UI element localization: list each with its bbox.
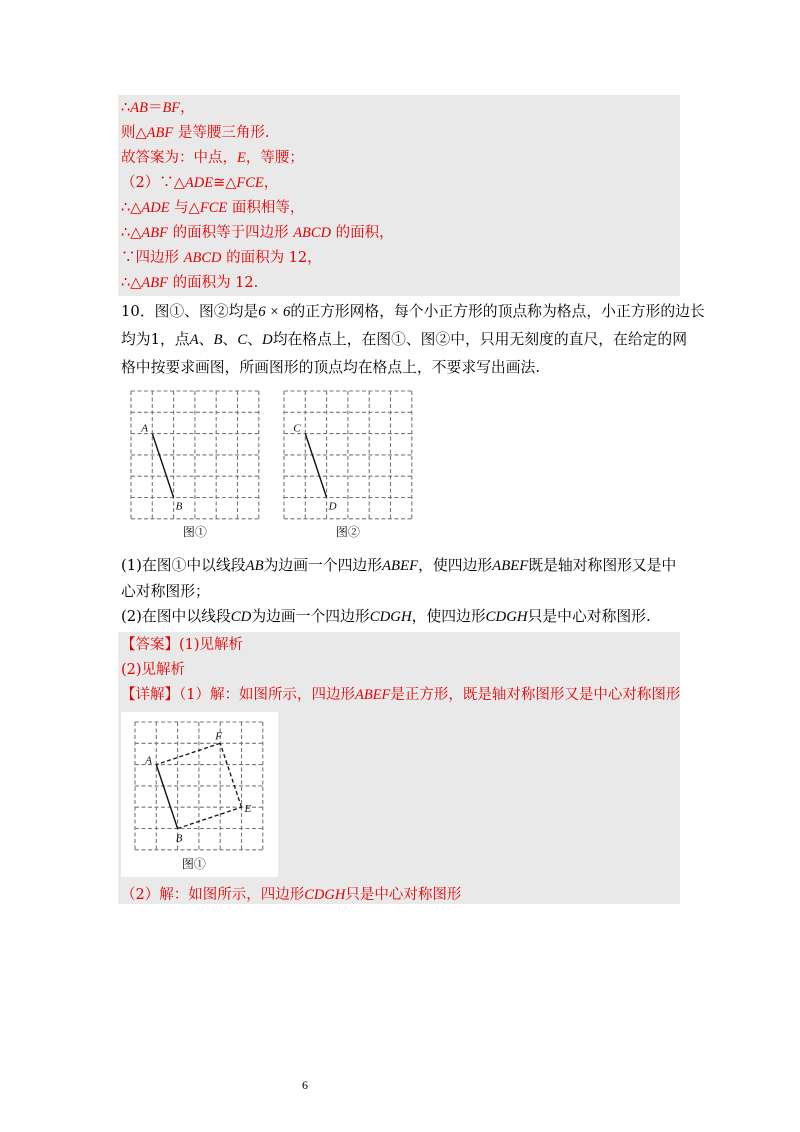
- math-run: CDGH: [304, 887, 346, 903]
- math-run: ABF: [141, 225, 168, 241]
- solution-line: [121, 198, 304, 218]
- answer-line: [121, 685, 680, 705]
- text-run: ，: [180, 100, 195, 116]
- text-run: ＝: [147, 100, 163, 116]
- text-run: 、: [198, 331, 214, 348]
- answer-figure-grid: [125, 714, 275, 874]
- text-run: 是正方形，既是轴对称图形又是中心对称图形: [390, 687, 681, 703]
- math-run: ABF: [146, 125, 174, 141]
- label-A: A: [141, 422, 149, 435]
- solution-line: [121, 248, 322, 268]
- text-run: 的面积为 12.: [167, 275, 259, 291]
- math-run: 6 × 6: [258, 304, 291, 320]
- text-run: ，使四边形: [411, 608, 486, 625]
- text-run: 只是中心对称图形: [345, 887, 462, 903]
- text-run: 10．图①、图②均是: [121, 303, 259, 320]
- text-run: ≅△: [213, 175, 237, 191]
- text-run: ，: [263, 175, 279, 191]
- math-run: B: [213, 332, 223, 348]
- text-run: 的面积等于四边形: [167, 225, 294, 241]
- segment-FA: [156, 743, 220, 764]
- label-B: B: [175, 832, 183, 845]
- figure-2-grid: [278, 383, 418, 539]
- page-number: 6: [302, 1078, 308, 1092]
- segment-AB: [152, 434, 173, 498]
- math-run: CD: [230, 609, 252, 625]
- text-run: 心对称图形；: [121, 583, 210, 600]
- segment-BE: [178, 807, 242, 828]
- text-run: 的面积，: [331, 225, 394, 241]
- text-run: ∴△: [121, 200, 142, 216]
- math-run: CDGH: [369, 609, 412, 625]
- math-run: E: [237, 150, 246, 166]
- part-line: [121, 556, 676, 576]
- text-run: 只是中心对称图形.: [527, 608, 651, 625]
- math-run: FCE: [236, 175, 264, 191]
- answer-line-2: [121, 885, 461, 905]
- math-run: ADE: [141, 200, 170, 216]
- text-run: ∴: [121, 100, 131, 116]
- figure-caption: 图②: [335, 524, 360, 539]
- text-run: 与△: [169, 200, 200, 216]
- solution-line: [121, 223, 394, 243]
- label-A: A: [145, 754, 153, 767]
- text-run: ∴△: [121, 275, 142, 291]
- part-line: [121, 582, 210, 602]
- text-run: 的正方形网格，每个小正方形的顶点称为格点，小正方形的边长: [290, 303, 705, 320]
- segment-EF: [220, 743, 241, 807]
- text-run: ，使四边形: [418, 557, 493, 574]
- label-F: F: [215, 730, 222, 743]
- solution-line: [121, 173, 278, 193]
- text-run: (1)在图①中以线段: [121, 557, 246, 574]
- text-run: 格中按要求画图，所画图形的顶点均在格点上，不要求写出画法.: [121, 359, 541, 376]
- part-line: [121, 607, 651, 627]
- text-run: 为边画一个四边形: [263, 557, 383, 574]
- text-run: 、: [222, 331, 238, 348]
- math-run: ABEF: [382, 558, 419, 574]
- segment-AB: [156, 765, 177, 829]
- question-line: [121, 330, 687, 350]
- text-run: (2)见解析: [121, 662, 186, 678]
- text-run: 的面积为 12，: [221, 250, 322, 266]
- answer-line: [121, 660, 185, 680]
- segment-CD: [305, 434, 326, 498]
- text-run: ∵四边形: [121, 250, 184, 266]
- figure-caption: 图①: [182, 524, 207, 539]
- question-line: [121, 302, 705, 322]
- math-run: FCE: [199, 200, 228, 216]
- label-D: D: [328, 500, 337, 513]
- math-run: A: [189, 332, 199, 348]
- math-run: ABEF: [492, 558, 529, 574]
- text-run: 则△: [121, 125, 147, 141]
- solution-line: [121, 273, 258, 293]
- math-run: ADE: [184, 175, 214, 191]
- text-run: （2）∵△: [121, 175, 185, 191]
- text-run: ，等腰；: [245, 150, 304, 166]
- math-run: ABEF: [354, 687, 391, 703]
- math-run: ABF: [141, 275, 168, 291]
- text-run: 均为1，点: [121, 331, 190, 348]
- solution-line: [121, 148, 304, 168]
- text-run: 面积相等，: [227, 200, 305, 216]
- text-run: 、: [247, 331, 263, 348]
- figure-1-grid: [125, 383, 265, 539]
- math-run: ABCD: [293, 225, 332, 241]
- text-run: 为边画一个四边形: [251, 608, 370, 625]
- text-run: 均在格点上，在图①、图②中，只用无刻度的直尺，在给定的网: [272, 331, 688, 348]
- text-run: 是等腰三角形.: [173, 125, 270, 141]
- text-run: 【详解】（1）解：如图所示，四边形: [121, 687, 355, 703]
- solution-line: [121, 123, 269, 143]
- text-run: （2）解：如图所示，四边形: [121, 887, 305, 903]
- math-run: AB: [245, 558, 264, 574]
- figure-caption: 图①: [181, 856, 206, 871]
- text-run: ∴△: [121, 225, 142, 241]
- label-E: E: [244, 803, 252, 816]
- solution-line: [121, 98, 195, 118]
- math-run: CDGH: [485, 609, 528, 625]
- text-run: 既是轴对称图形又是中: [528, 557, 677, 574]
- math-run: C: [237, 332, 248, 348]
- label-B: B: [175, 500, 183, 513]
- label-C: C: [293, 422, 301, 435]
- math-run: AB: [130, 100, 148, 116]
- text-run: 故答案为：中点，: [121, 150, 237, 166]
- text-run: 【答案】(1)见解析: [121, 637, 244, 653]
- math-run: BF: [162, 100, 181, 116]
- answer-line: [121, 635, 243, 655]
- question-line: [121, 358, 540, 378]
- math-run: ABCD: [183, 250, 222, 266]
- math-run: D: [262, 332, 273, 348]
- text-run: (2)在图中以线段: [121, 608, 231, 625]
